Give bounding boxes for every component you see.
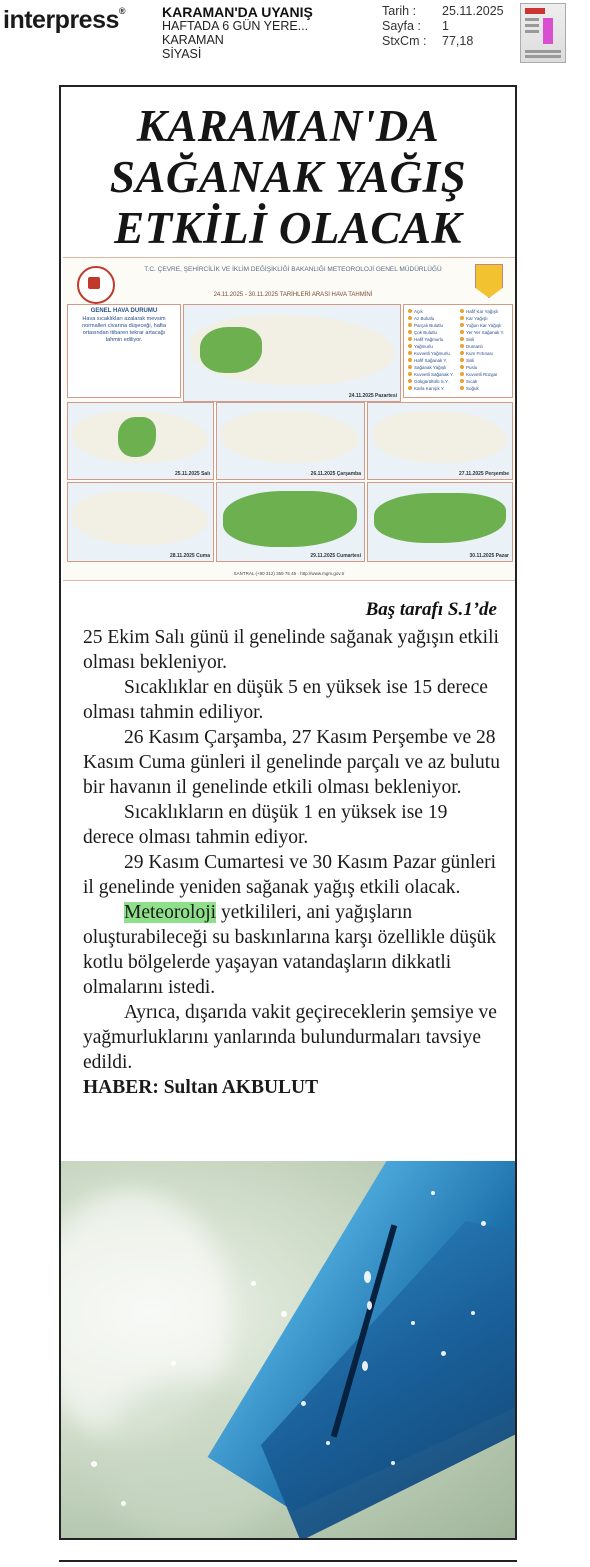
map-panel-wednesday: 26.11.2025 Çarşamba <box>216 402 365 480</box>
paragraph: Sıcaklıklar en düşük 5 en yüksek ise 15 derece olması tahmin ediliyor. <box>83 677 488 723</box>
paragraph: 26 Kasım Çarşamba, 27 Kasım Perşembe ve 28 Kasım Cuma günleri il genelinde parçalı ve az bulutu bir havanın il genelinde etkili olması bekleniyor. <box>83 727 500 798</box>
map-ministry-title: T.C. ÇEVRE, ŞEHİRCİLİK VE İKLİM DEĞİŞİKLİĞİ BAKANLIĞI METEOROLOJİ GENEL MÜDÜRLÜĞÜ <box>144 266 442 273</box>
interpress-logo: interpress® <box>3 6 126 34</box>
paragraph: Sıcaklıkların en düşük 1 en yüksek ise 19 derece olması tahmin ediyor. <box>83 802 448 848</box>
byline: HABER: Sultan AKBULUT <box>83 1077 319 1098</box>
page-thumbnail[interactable] <box>520 3 566 63</box>
date-label: Tarih : <box>382 4 417 18</box>
stxcm-label: StxCm : <box>382 34 427 48</box>
article-body <box>83 625 503 1100</box>
page-value: 1 <box>442 19 449 33</box>
general-weather-title: GENEL HAVA DURUMU <box>90 308 158 314</box>
highlighted-keyword: Meteoroloji <box>124 902 217 923</box>
paragraph: 29 Kasım Cumartesi ve 30 Kasım Pazar günleri il genelinde yeniden sağanak yağış etkili olacak. <box>83 852 497 898</box>
headline-line-3: ETKİLİ OLACAK <box>114 203 462 253</box>
logo-text: interpress <box>3 6 119 34</box>
clipping-meta <box>382 4 504 49</box>
headline-line-1: KARAMAN'DA <box>136 101 440 151</box>
headline-line-2: SAĞANAK YAĞIŞ <box>109 152 467 202</box>
map-panel-saturday: 29.11.2025 Cumartesi <box>216 482 365 562</box>
map-panel-thursday: 27.11.2025 Perşembe <box>367 402 513 480</box>
next-article-border <box>59 1560 517 1566</box>
publication-frequency: HAFTADA 6 GÜN YERE... <box>162 19 309 33</box>
map-legend: Açık Az Bulutlu Parçalı Bulutlu Çok Bulutlu Hafif Yağmurlu Yağmurlu Kuvvetli Yağmurlu Hafif Sağanak Y. Sağanak Yağışlı Kuvvetli Sağanak Y. Gökgürültülü S.Y. Karla Karışık Y. Hafif Kar Yağışlı Kar Yağışlı Yoğun Kar Yağışlı Yer Yer Sağanak Y. Sisli Dumanlı Kum Fırtınası Sisli Puslu Kuvvetli Rüzgar Sıcak Soğuk <box>403 304 513 398</box>
publication-category: SİYASİ <box>162 47 202 61</box>
umbrella-rain-photo <box>61 1161 515 1538</box>
map-panel-friday: 28.11.2025 Cuma <box>67 482 214 562</box>
paragraph: 25 Ekim Salı günü il genelinde sağanak yağışın etkili olması bekleniyor. <box>83 627 499 673</box>
date-value: 25.11.2025 <box>442 4 504 18</box>
stxcm-value: 77,18 <box>442 34 474 48</box>
publication-info <box>162 5 313 61</box>
general-weather-box <box>67 304 181 398</box>
paragraph <box>83 900 503 1000</box>
general-weather-text: Hava sıcaklıkları azalarak mevsim normalleri civarına düşeceği, hafta ortasından itibaren tekrar artacağı tahmin ediliyor. <box>82 316 166 343</box>
article-frame <box>59 85 517 1540</box>
map-panel-label: 24.11.2025 Pazartesi <box>348 393 397 399</box>
page-label: Sayfa : <box>382 19 421 33</box>
publication-name: KARAMAN'DA UYANIŞ <box>162 4 313 20</box>
weather-forecast-map <box>63 257 515 581</box>
map-panel-tuesday: 25.11.2025 Salı <box>67 402 214 480</box>
headline <box>61 101 515 254</box>
paragraph-text: yetkilileri, ani yağışların oluşturabileceği su baskınlarına karşı özellikle düşük kotlu bölgelerde yaşayan vatandaşların dikkatli olmalarını istedi. <box>83 902 497 998</box>
mgm-logo-icon <box>475 264 503 298</box>
ministry-seal-icon <box>77 266 115 304</box>
map-panel-sunday: 30.11.2025 Pazar <box>367 482 513 562</box>
publication-city: KARAMAN <box>162 33 224 47</box>
map-panel-main <box>183 304 401 402</box>
map-footer: SANTRAL (+90 312) 359 75 45 · http://www.mgm.gov.tr <box>233 571 345 576</box>
clipping-header <box>0 0 590 70</box>
map-date-range: 24.11.2025 - 30.11.2025 TARİHLERİ ARASI HAVA TAHMİNİ <box>213 292 373 298</box>
paragraph: Ayrıca, dışarıda vakit geçireceklerin şemsiye ve yağmurluklarını yanlarında bulundurmaları tavsiye edildi. <box>83 1002 497 1073</box>
continued-from: Baş tarafı S.1’de <box>365 599 497 620</box>
